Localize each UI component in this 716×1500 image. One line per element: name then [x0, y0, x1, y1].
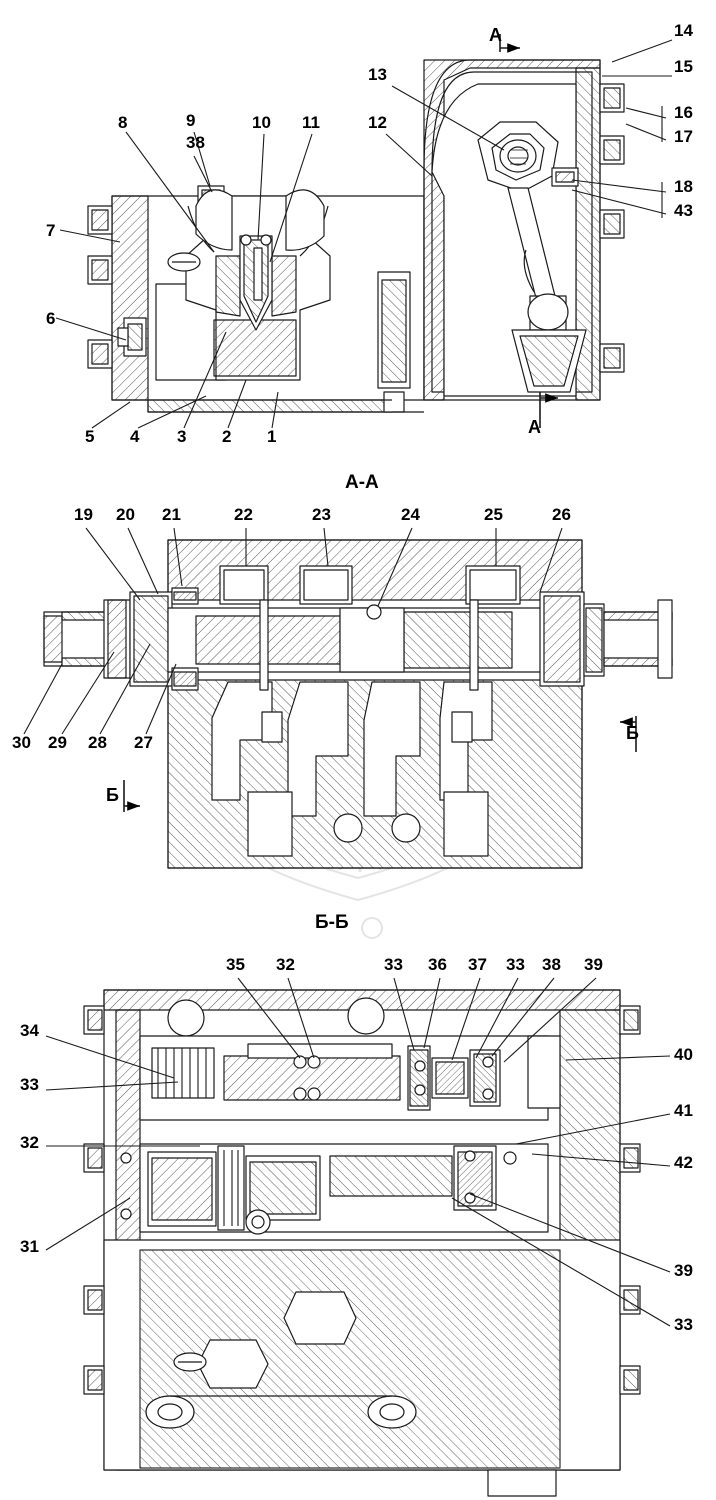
- cut-arrow-b-left: [124, 780, 140, 812]
- callout-6: 6: [46, 309, 56, 328]
- cut-mark-a-top: A: [489, 25, 502, 45]
- callout-19: 19: [74, 505, 93, 524]
- callout-8: 8: [118, 113, 128, 132]
- callout-33d: 33: [674, 1315, 693, 1334]
- section-label-bb: Б-Б: [315, 912, 349, 933]
- cut-mark-b-left: Б: [106, 785, 119, 805]
- callout-2: 2: [222, 427, 232, 446]
- callout-23: 23: [312, 505, 331, 524]
- callout-4: 4: [130, 427, 140, 446]
- section-label-aa: А-А: [345, 472, 379, 493]
- callout-7: 7: [46, 221, 56, 240]
- callout-18: 18: [674, 177, 693, 196]
- callout-9: 9: [186, 111, 196, 130]
- callout-12: 12: [368, 113, 387, 132]
- top-view-assembly: [88, 60, 624, 412]
- section-bb-view: [84, 990, 640, 1496]
- callout-33b: 33: [384, 955, 403, 974]
- callout-21: 21: [162, 505, 181, 524]
- callout-43: 43: [674, 201, 693, 220]
- callout-32: 32: [20, 1133, 39, 1152]
- callout-41: 41: [674, 1101, 693, 1120]
- callout-13: 13: [368, 65, 387, 84]
- cut-arrow-a-top: [500, 34, 520, 52]
- callout-26: 26: [552, 505, 571, 524]
- callout-3b: 38: [186, 133, 205, 152]
- callout-38: 38: [542, 955, 561, 974]
- callout-17: 17: [674, 127, 693, 146]
- callout-33c: 33: [506, 955, 525, 974]
- callout-10: 10: [252, 113, 271, 132]
- callout-27: 27: [134, 733, 153, 752]
- callout-15: 15: [674, 57, 693, 76]
- callout-1: 1: [267, 427, 277, 446]
- callout-40: 40: [674, 1045, 693, 1064]
- cut-mark-a-bottom: A: [528, 417, 541, 437]
- callout-34: 34: [20, 1021, 39, 1040]
- callout-20: 20: [116, 505, 135, 524]
- callout-42: 42: [674, 1153, 693, 1172]
- callout-25: 25: [484, 505, 503, 524]
- callout-30: 30: [12, 733, 31, 752]
- callout-28: 28: [88, 733, 107, 752]
- callout-39: 39: [584, 955, 603, 974]
- callout-29: 29: [48, 733, 67, 752]
- callout-36: 36: [428, 955, 447, 974]
- callout-16: 16: [674, 103, 693, 122]
- callout-11: 11: [302, 113, 320, 132]
- callout-32b: 32: [276, 955, 295, 974]
- callout-5: 5: [85, 427, 95, 446]
- callout-3: 3: [177, 427, 187, 446]
- callout-35: 35: [226, 955, 245, 974]
- callout-33: 33: [20, 1075, 39, 1094]
- cut-arrow-a-bottom: [540, 392, 558, 428]
- cut-mark-b-right: Б: [626, 723, 639, 743]
- section-aa-view: [44, 540, 672, 868]
- callout-31: 31: [20, 1237, 39, 1256]
- callout-24: 24: [401, 505, 420, 524]
- callout-39b: 39: [674, 1261, 693, 1280]
- callout-37: 37: [468, 955, 487, 974]
- callout-14: 14: [674, 21, 693, 40]
- callout-22: 22: [234, 505, 253, 524]
